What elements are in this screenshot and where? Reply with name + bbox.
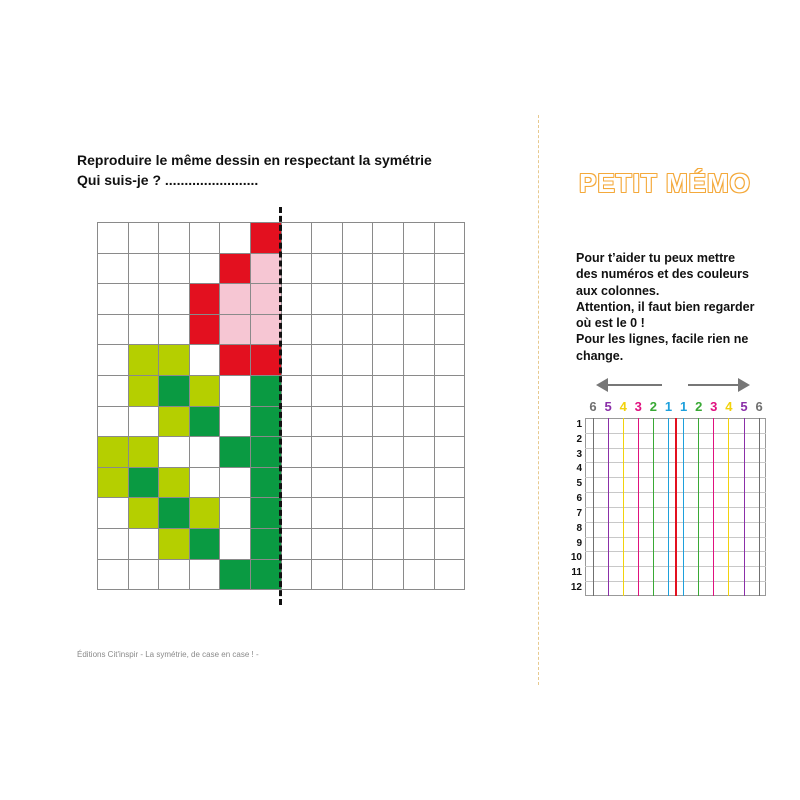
- memo-text-line: change.: [576, 348, 624, 363]
- grid-cell[interactable]: [342, 283, 374, 315]
- grid-cell[interactable]: [97, 314, 129, 346]
- grid-cell[interactable]: [158, 497, 190, 529]
- riddle-question: Qui suis-je ? ........................: [77, 172, 259, 188]
- grid-cell[interactable]: [219, 436, 251, 468]
- grid-cell[interactable]: [311, 253, 343, 285]
- grid-cell[interactable]: [219, 344, 251, 376]
- grid-cell[interactable]: [311, 559, 343, 591]
- grid-cell[interactable]: [281, 436, 313, 468]
- grid-cell[interactable]: [158, 222, 190, 254]
- memo-text-line: des numéros et des couleurs: [576, 267, 749, 282]
- grid-cell[interactable]: [250, 314, 282, 346]
- memo-column-line: [713, 418, 714, 596]
- grid-cell[interactable]: [372, 497, 404, 529]
- memo-column-number: 3: [710, 399, 718, 414]
- memo-text-line: Pour les lignes, facile rien ne: [576, 332, 749, 347]
- grid-cell[interactable]: [250, 222, 282, 254]
- memo-row-number: 1: [576, 419, 582, 430]
- grid-cell[interactable]: [97, 344, 129, 376]
- grid-cell[interactable]: [219, 253, 251, 285]
- grid-cell[interactable]: [250, 467, 282, 499]
- grid-cell[interactable]: [158, 283, 190, 315]
- grid-cell[interactable]: [403, 314, 435, 346]
- grid-cell[interactable]: [434, 497, 466, 529]
- grid-cell[interactable]: [281, 283, 313, 315]
- grid-cell[interactable]: [128, 559, 160, 591]
- grid-cell[interactable]: [219, 283, 251, 315]
- grid-cell[interactable]: [128, 222, 160, 254]
- grid-cell[interactable]: [281, 314, 313, 346]
- grid-cell[interactable]: [250, 406, 282, 438]
- grid-cell[interactable]: [372, 253, 404, 285]
- memo-row-number: 6: [576, 493, 582, 505]
- grid-cell[interactable]: [219, 497, 251, 529]
- grid-cell[interactable]: [434, 253, 466, 285]
- grid-cell[interactable]: [311, 314, 343, 346]
- memo-row-number: 11: [571, 567, 582, 579]
- grid-cell[interactable]: [128, 436, 160, 468]
- grid-cell[interactable]: [403, 497, 435, 529]
- grid-cell[interactable]: [342, 467, 374, 499]
- memo-row-number: 9: [576, 537, 582, 549]
- grid-cell[interactable]: [311, 436, 343, 468]
- memo-column-number: 5: [740, 399, 748, 414]
- grid-cell[interactable]: [403, 467, 435, 499]
- memo-instructions: [576, 250, 776, 364]
- grid-cell[interactable]: [403, 283, 435, 315]
- grid-cell[interactable]: [372, 467, 404, 499]
- grid-cell[interactable]: [311, 497, 343, 529]
- grid-cell[interactable]: [403, 375, 435, 407]
- memo-text-line: Attention, il faut bien regarder: [576, 299, 755, 314]
- grid-cell[interactable]: [281, 253, 313, 285]
- grid-cell[interactable]: [250, 253, 282, 285]
- grid-cell[interactable]: [189, 559, 221, 591]
- grid-cell[interactable]: [219, 467, 251, 499]
- grid-cell[interactable]: [311, 344, 343, 376]
- grid-cell[interactable]: [219, 406, 251, 438]
- grid-cell[interactable]: [250, 375, 282, 407]
- grid-cell[interactable]: [189, 253, 221, 285]
- grid-cell[interactable]: [342, 497, 374, 529]
- memo-text-line: aux colonnes.: [576, 283, 660, 298]
- grid-cell[interactable]: [281, 559, 313, 591]
- memo-column-line: [668, 418, 669, 596]
- memo-column-number: 1: [664, 399, 673, 414]
- grid-cell[interactable]: [189, 314, 221, 346]
- memo-row-number: 7: [576, 507, 582, 519]
- grid-cell[interactable]: [97, 406, 129, 438]
- memo-column-number: 6: [755, 399, 763, 414]
- grid-cell[interactable]: [372, 222, 404, 254]
- memo-column-number: 5: [604, 399, 612, 414]
- grid-cell[interactable]: [372, 436, 404, 468]
- memo-column-number: 6: [589, 399, 597, 414]
- grid-cell[interactable]: [158, 406, 190, 438]
- memo-row-number: 5: [576, 478, 582, 490]
- symmetry-axis-line: [279, 207, 282, 605]
- grid-cell[interactable]: [281, 344, 313, 376]
- grid-cell[interactable]: [434, 436, 466, 468]
- grid-cell[interactable]: [250, 528, 282, 560]
- grid-cell[interactable]: [403, 436, 435, 468]
- grid-cell[interactable]: [97, 436, 129, 468]
- grid-cell[interactable]: [158, 253, 190, 285]
- grid-cell[interactable]: [97, 528, 129, 560]
- grid-cell[interactable]: [250, 497, 282, 529]
- grid-cell[interactable]: [128, 375, 160, 407]
- grid-cell[interactable]: [189, 497, 221, 529]
- memo-text-line: Pour t’aider tu peux mettre: [576, 251, 736, 265]
- grid-cell[interactable]: [403, 528, 435, 560]
- grid-cell[interactable]: [342, 344, 374, 376]
- memo-row-number: 4: [576, 463, 582, 475]
- arrow-right-icon: [688, 378, 750, 392]
- grid-cell[interactable]: [434, 314, 466, 346]
- grid-cell[interactable]: [128, 253, 160, 285]
- memo-column-number: 4: [725, 399, 733, 414]
- grid-cell[interactable]: [434, 283, 466, 315]
- memo-column-line: [698, 418, 699, 596]
- page-divider: [538, 115, 539, 685]
- grid-cell[interactable]: [311, 467, 343, 499]
- grid-cell[interactable]: [342, 314, 374, 346]
- grid-cell[interactable]: [342, 406, 374, 438]
- memo-column-line: [593, 418, 594, 596]
- grid-cell[interactable]: [342, 375, 374, 407]
- grid-cell[interactable]: [97, 222, 129, 254]
- memo-column-line: [653, 418, 654, 596]
- grid-cell[interactable]: [311, 528, 343, 560]
- grid-cell[interactable]: [158, 528, 190, 560]
- memo-row-number: 8: [576, 522, 582, 534]
- grid-cell[interactable]: [342, 222, 374, 254]
- grid-cell[interactable]: [281, 467, 313, 499]
- worksheet-title: [77, 150, 432, 190]
- grid-cell[interactable]: [311, 406, 343, 438]
- memo-row-number: 10: [570, 552, 582, 564]
- memo-row-number: 12: [570, 582, 582, 594]
- grid-cell[interactable]: [281, 497, 313, 529]
- grid-cell[interactable]: [128, 497, 160, 529]
- grid-cell[interactable]: [97, 467, 129, 499]
- grid-cell[interactable]: [434, 375, 466, 407]
- memo-column-number: 4: [619, 399, 627, 414]
- grid-cell[interactable]: [219, 559, 251, 591]
- grid-cell[interactable]: [434, 222, 466, 254]
- memo-title: PETIT MÉMO: [579, 168, 751, 198]
- grid-cell[interactable]: [372, 528, 404, 560]
- grid-cell[interactable]: [189, 436, 221, 468]
- grid-cell[interactable]: [342, 436, 374, 468]
- grid-cell[interactable]: [342, 253, 374, 285]
- grid-cell[interactable]: [128, 406, 160, 438]
- grid-cell[interactable]: [311, 283, 343, 315]
- grid-cell[interactable]: [250, 283, 282, 315]
- grid-cell[interactable]: [250, 559, 282, 591]
- grid-cell[interactable]: [434, 559, 466, 591]
- grid-cell[interactable]: [97, 559, 129, 591]
- grid-cell[interactable]: [97, 253, 129, 285]
- grid-cell[interactable]: [372, 344, 404, 376]
- grid-cell[interactable]: [403, 559, 435, 591]
- grid-cell[interactable]: [434, 467, 466, 499]
- memo-column-line: [683, 418, 684, 596]
- footer-credit: Éditions Cit'inspir - La symétrie, de case en case ! -: [77, 650, 259, 659]
- grid-cell[interactable]: [372, 314, 404, 346]
- grid-cell[interactable]: [434, 344, 466, 376]
- grid-cell[interactable]: [128, 314, 160, 346]
- memo-column-line: [759, 418, 760, 596]
- grid-cell[interactable]: [128, 528, 160, 560]
- grid-cell[interactable]: [158, 375, 190, 407]
- memo-column-line: [728, 418, 729, 596]
- grid-cell[interactable]: [189, 222, 221, 254]
- grid-cell[interactable]: [403, 222, 435, 254]
- grid-cell[interactable]: [281, 375, 313, 407]
- grid-cell[interactable]: [403, 253, 435, 285]
- grid-cell[interactable]: [158, 436, 190, 468]
- grid-cell[interactable]: [189, 406, 221, 438]
- memo-row-number: 2: [576, 433, 582, 445]
- grid-cell[interactable]: [250, 344, 282, 376]
- memo-column-number: 2: [695, 399, 703, 414]
- grid-cell[interactable]: [128, 344, 160, 376]
- memo-column-number: 1: [679, 399, 688, 414]
- grid-cell[interactable]: [342, 559, 374, 591]
- grid-cell[interactable]: [158, 314, 190, 346]
- grid-cell[interactable]: [434, 528, 466, 560]
- grid-cell[interactable]: [128, 283, 160, 315]
- instruction-text: Reproduire le même dessin en respectant la symétrie: [77, 152, 432, 168]
- grid-cell[interactable]: [158, 344, 190, 376]
- grid-cell[interactable]: [281, 222, 313, 254]
- memo-column-line: [623, 418, 624, 596]
- grid-cell[interactable]: [219, 375, 251, 407]
- grid-cell[interactable]: [97, 283, 129, 315]
- grid-cell[interactable]: [189, 344, 221, 376]
- grid-cell[interactable]: [189, 283, 221, 315]
- grid-cell[interactable]: [434, 406, 466, 438]
- grid-cell[interactable]: [311, 375, 343, 407]
- grid-cell[interactable]: [342, 528, 374, 560]
- memo-column-number: 3: [634, 399, 642, 414]
- grid-cell[interactable]: [372, 406, 404, 438]
- memo-column-number: 2: [649, 399, 657, 414]
- grid-cell[interactable]: [189, 528, 221, 560]
- grid-cell[interactable]: [250, 436, 282, 468]
- arrow-left-icon: [596, 378, 662, 392]
- grid-cell[interactable]: [97, 375, 129, 407]
- grid-cell[interactable]: [128, 467, 160, 499]
- grid-cell[interactable]: [219, 314, 251, 346]
- memo-row-number: 3: [576, 448, 582, 460]
- grid-cell[interactable]: [372, 559, 404, 591]
- grid-cell[interactable]: [158, 467, 190, 499]
- memo-column-line: [608, 418, 609, 596]
- grid-cell[interactable]: [219, 222, 251, 254]
- grid-cell[interactable]: [219, 528, 251, 560]
- grid-cell[interactable]: [372, 375, 404, 407]
- grid-cell[interactable]: [158, 559, 190, 591]
- memo-column-line: [638, 418, 639, 596]
- memo-text-line: où est le 0 !: [576, 316, 645, 331]
- grid-cell[interactable]: [281, 528, 313, 560]
- grid-cell[interactable]: [189, 375, 221, 407]
- grid-cell[interactable]: [189, 467, 221, 499]
- grid-cell[interactable]: [403, 344, 435, 376]
- grid-cell[interactable]: [372, 283, 404, 315]
- grid-cell[interactable]: [97, 497, 129, 529]
- grid-cell[interactable]: [403, 406, 435, 438]
- memo-column-line: [744, 418, 745, 596]
- grid-cell[interactable]: [281, 406, 313, 438]
- grid-cell[interactable]: [311, 222, 343, 254]
- memo-symmetry-axis: [675, 418, 677, 596]
